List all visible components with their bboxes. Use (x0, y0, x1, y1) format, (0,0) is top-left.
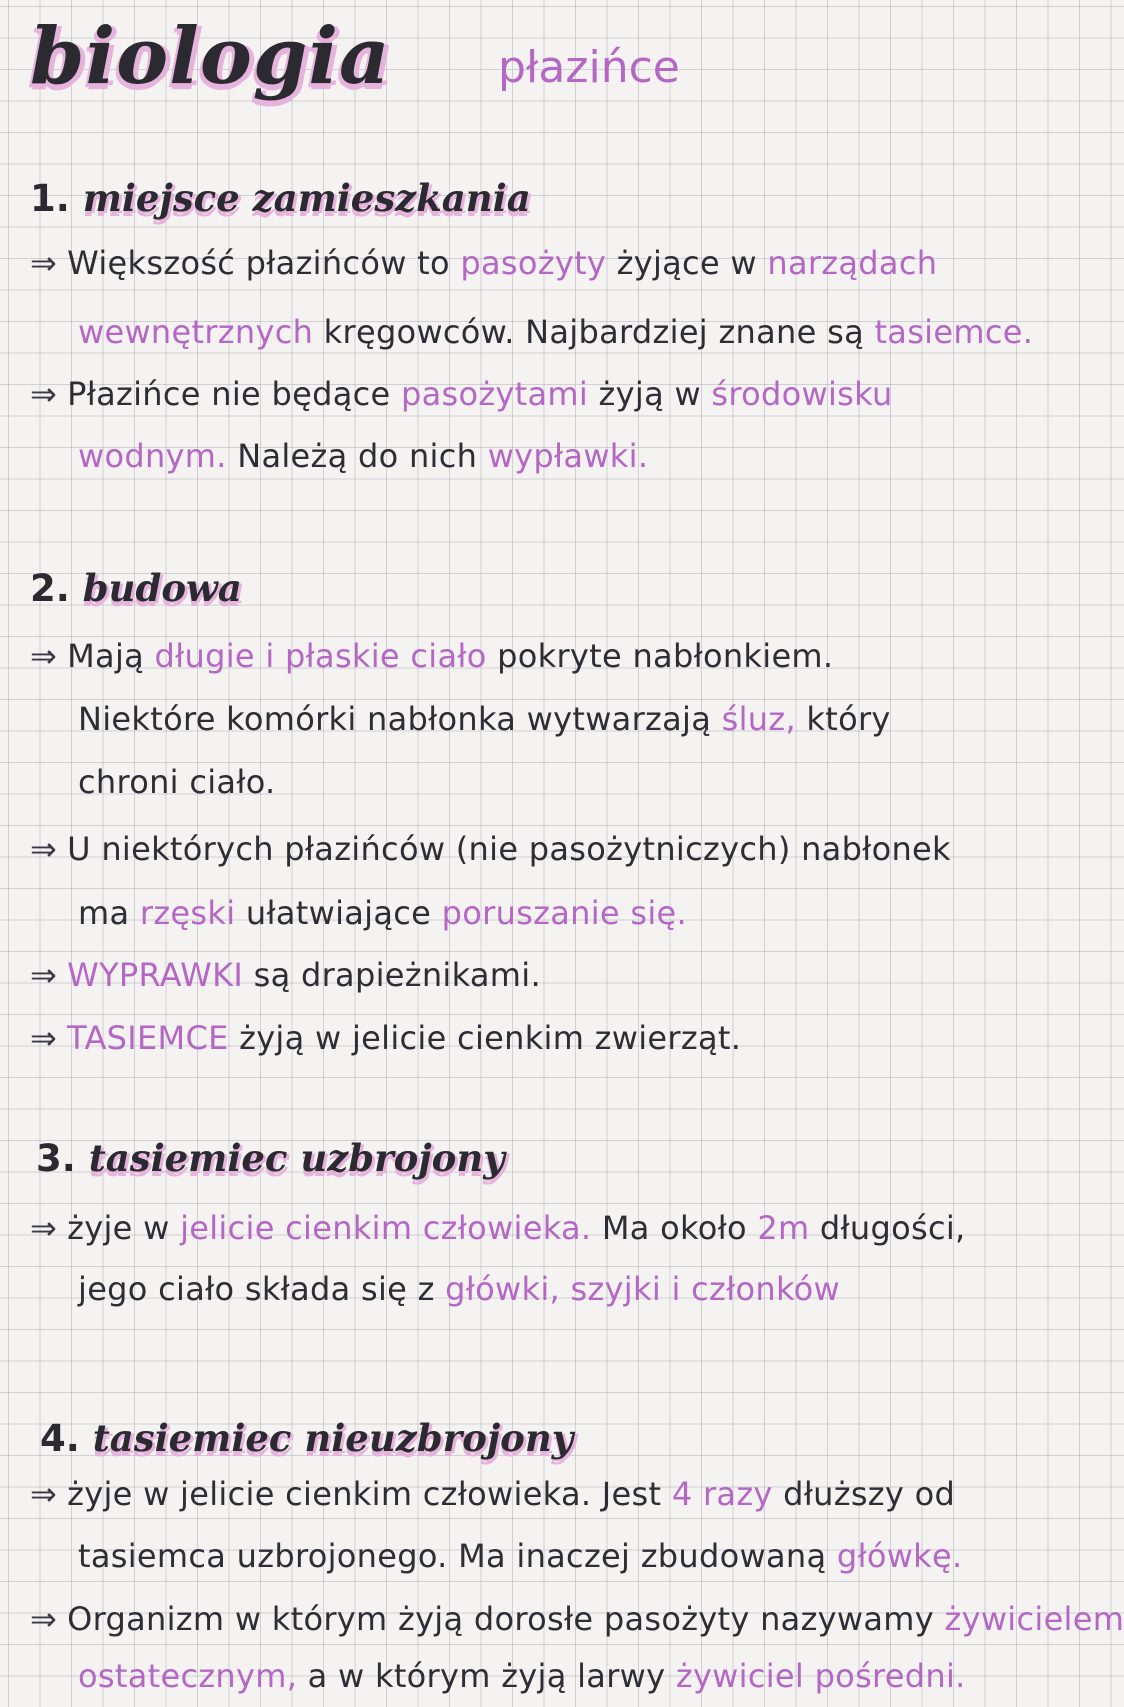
note-line (30, 1600, 1124, 1638)
double-arrow-icon: ⇒ (30, 830, 58, 868)
text-segment: który (795, 700, 891, 738)
text-segment: ułatwiające (235, 894, 442, 932)
text-segment: Należą do nich (226, 437, 488, 475)
highlighted-text: pasożyty (460, 244, 607, 282)
note-line (78, 1657, 966, 1695)
highlighted-text: pasożytami (400, 375, 589, 413)
note-line (78, 1537, 963, 1575)
highlighted-text: śluz, (721, 700, 796, 738)
text-segment: U niektórych płazińców (nie pasożytniczych) nabłonek (67, 830, 951, 868)
text-segment: Płazińce nie będące (67, 375, 401, 413)
text-segment: żyje w jelicie cienkim człowieka. Jest (67, 1475, 672, 1513)
note-line (78, 1270, 841, 1308)
note-line (78, 763, 276, 801)
note-line (30, 1209, 966, 1247)
double-arrow-icon: ⇒ (30, 1209, 58, 1247)
text-segment: Organizm w którym żyją dorosłe pasożyty nazywamy (67, 1600, 945, 1638)
section-title: budowa (82, 566, 242, 610)
highlighted-text: TASIEMCE (67, 1019, 229, 1057)
double-arrow-icon: ⇒ (30, 1475, 58, 1513)
text-segment: długości, (809, 1209, 966, 1247)
highlighted-text: poruszanie się. (441, 894, 687, 932)
double-arrow-icon: ⇒ (30, 637, 58, 675)
text-segment: żyją w jelicie cienkim zwierząt. (228, 1019, 742, 1057)
text-segment: kręgowców. Najbardziej znane są (313, 313, 875, 351)
highlighted-text: tasiemce. (874, 313, 1034, 351)
double-arrow-icon: ⇒ (30, 1019, 58, 1057)
note-line (30, 1475, 956, 1513)
highlighted-text: żywicielem (944, 1600, 1124, 1638)
double-arrow-icon: ⇒ (30, 375, 58, 413)
text-segment: tasiemca uzbrojonego. Ma inaczej zbudowaną (78, 1537, 837, 1575)
section-heading (36, 1136, 505, 1180)
highlighted-text: główkę. (836, 1537, 963, 1575)
text-segment: Większość płazińców to (67, 244, 461, 282)
note-line (30, 375, 893, 413)
highlighted-text: wewnętrznych (78, 313, 314, 351)
highlighted-text: WYPRAWKI (67, 956, 244, 994)
text-segment: żyją w (588, 375, 712, 413)
section-title: tasiemiec nieuzbrojony (92, 1416, 574, 1460)
highlighted-text: środowisku (711, 375, 893, 413)
note-line (78, 437, 649, 475)
section-number: 3. (36, 1137, 89, 1180)
highlighted-text: ostatecznym, (78, 1657, 298, 1695)
section-title: tasiemiec uzbrojony (88, 1136, 505, 1180)
highlighted-text: wypławki. (487, 437, 649, 475)
text-segment: żyjące w (606, 244, 768, 282)
text-segment: są drapieżnikami. (243, 956, 541, 994)
section-number: 2. (30, 567, 83, 610)
highlighted-text: długie i płaskie ciało (154, 637, 487, 675)
double-arrow-icon: ⇒ (30, 1600, 58, 1638)
highlighted-text: jelicie cienkim człowieka. (180, 1209, 592, 1247)
highlighted-text: główki, szyjki i członków (445, 1270, 841, 1308)
highlighted-text: narządach (767, 244, 938, 282)
note-line (78, 313, 1034, 351)
note-line (30, 830, 951, 868)
text-segment: a w którym żyją larwy (297, 1657, 676, 1695)
note-line (30, 956, 541, 994)
highlighted-text: 4 razy (671, 1475, 773, 1513)
note-line (30, 1019, 742, 1057)
text-segment: Ma około (591, 1209, 758, 1247)
note-line (30, 637, 834, 675)
page-title: biologia (30, 11, 391, 102)
text-segment: chroni ciało. (78, 763, 276, 801)
text-segment: pokryte nabłonkiem. (486, 637, 834, 675)
text-segment: ma (78, 894, 140, 932)
highlighted-text: 2m (757, 1209, 810, 1247)
section-number: 1. (30, 177, 83, 220)
section-heading (30, 176, 531, 220)
highlighted-text: wodnym. (78, 437, 227, 475)
text-segment: dłuższy od (772, 1475, 956, 1513)
text-segment: Niektóre komórki nabłonka wytwarzają (78, 700, 722, 738)
text-segment: żyje w (67, 1209, 181, 1247)
double-arrow-icon: ⇒ (30, 956, 58, 994)
highlighted-text: żywiciel pośredni. (675, 1657, 966, 1695)
note-line (78, 700, 891, 738)
text-segment: jego ciało składa się z (78, 1270, 446, 1308)
note-line (30, 244, 938, 282)
highlighted-text: rzęski (139, 894, 236, 932)
text-segment: Mają (67, 637, 155, 675)
section-title: miejsce zamieszkania (82, 176, 531, 220)
section-number: 4. (40, 1417, 93, 1460)
section-heading (40, 1416, 574, 1460)
double-arrow-icon: ⇒ (30, 244, 58, 282)
section-heading (30, 566, 242, 610)
page-subtitle: płazińce (498, 42, 680, 93)
note-line (78, 894, 687, 932)
